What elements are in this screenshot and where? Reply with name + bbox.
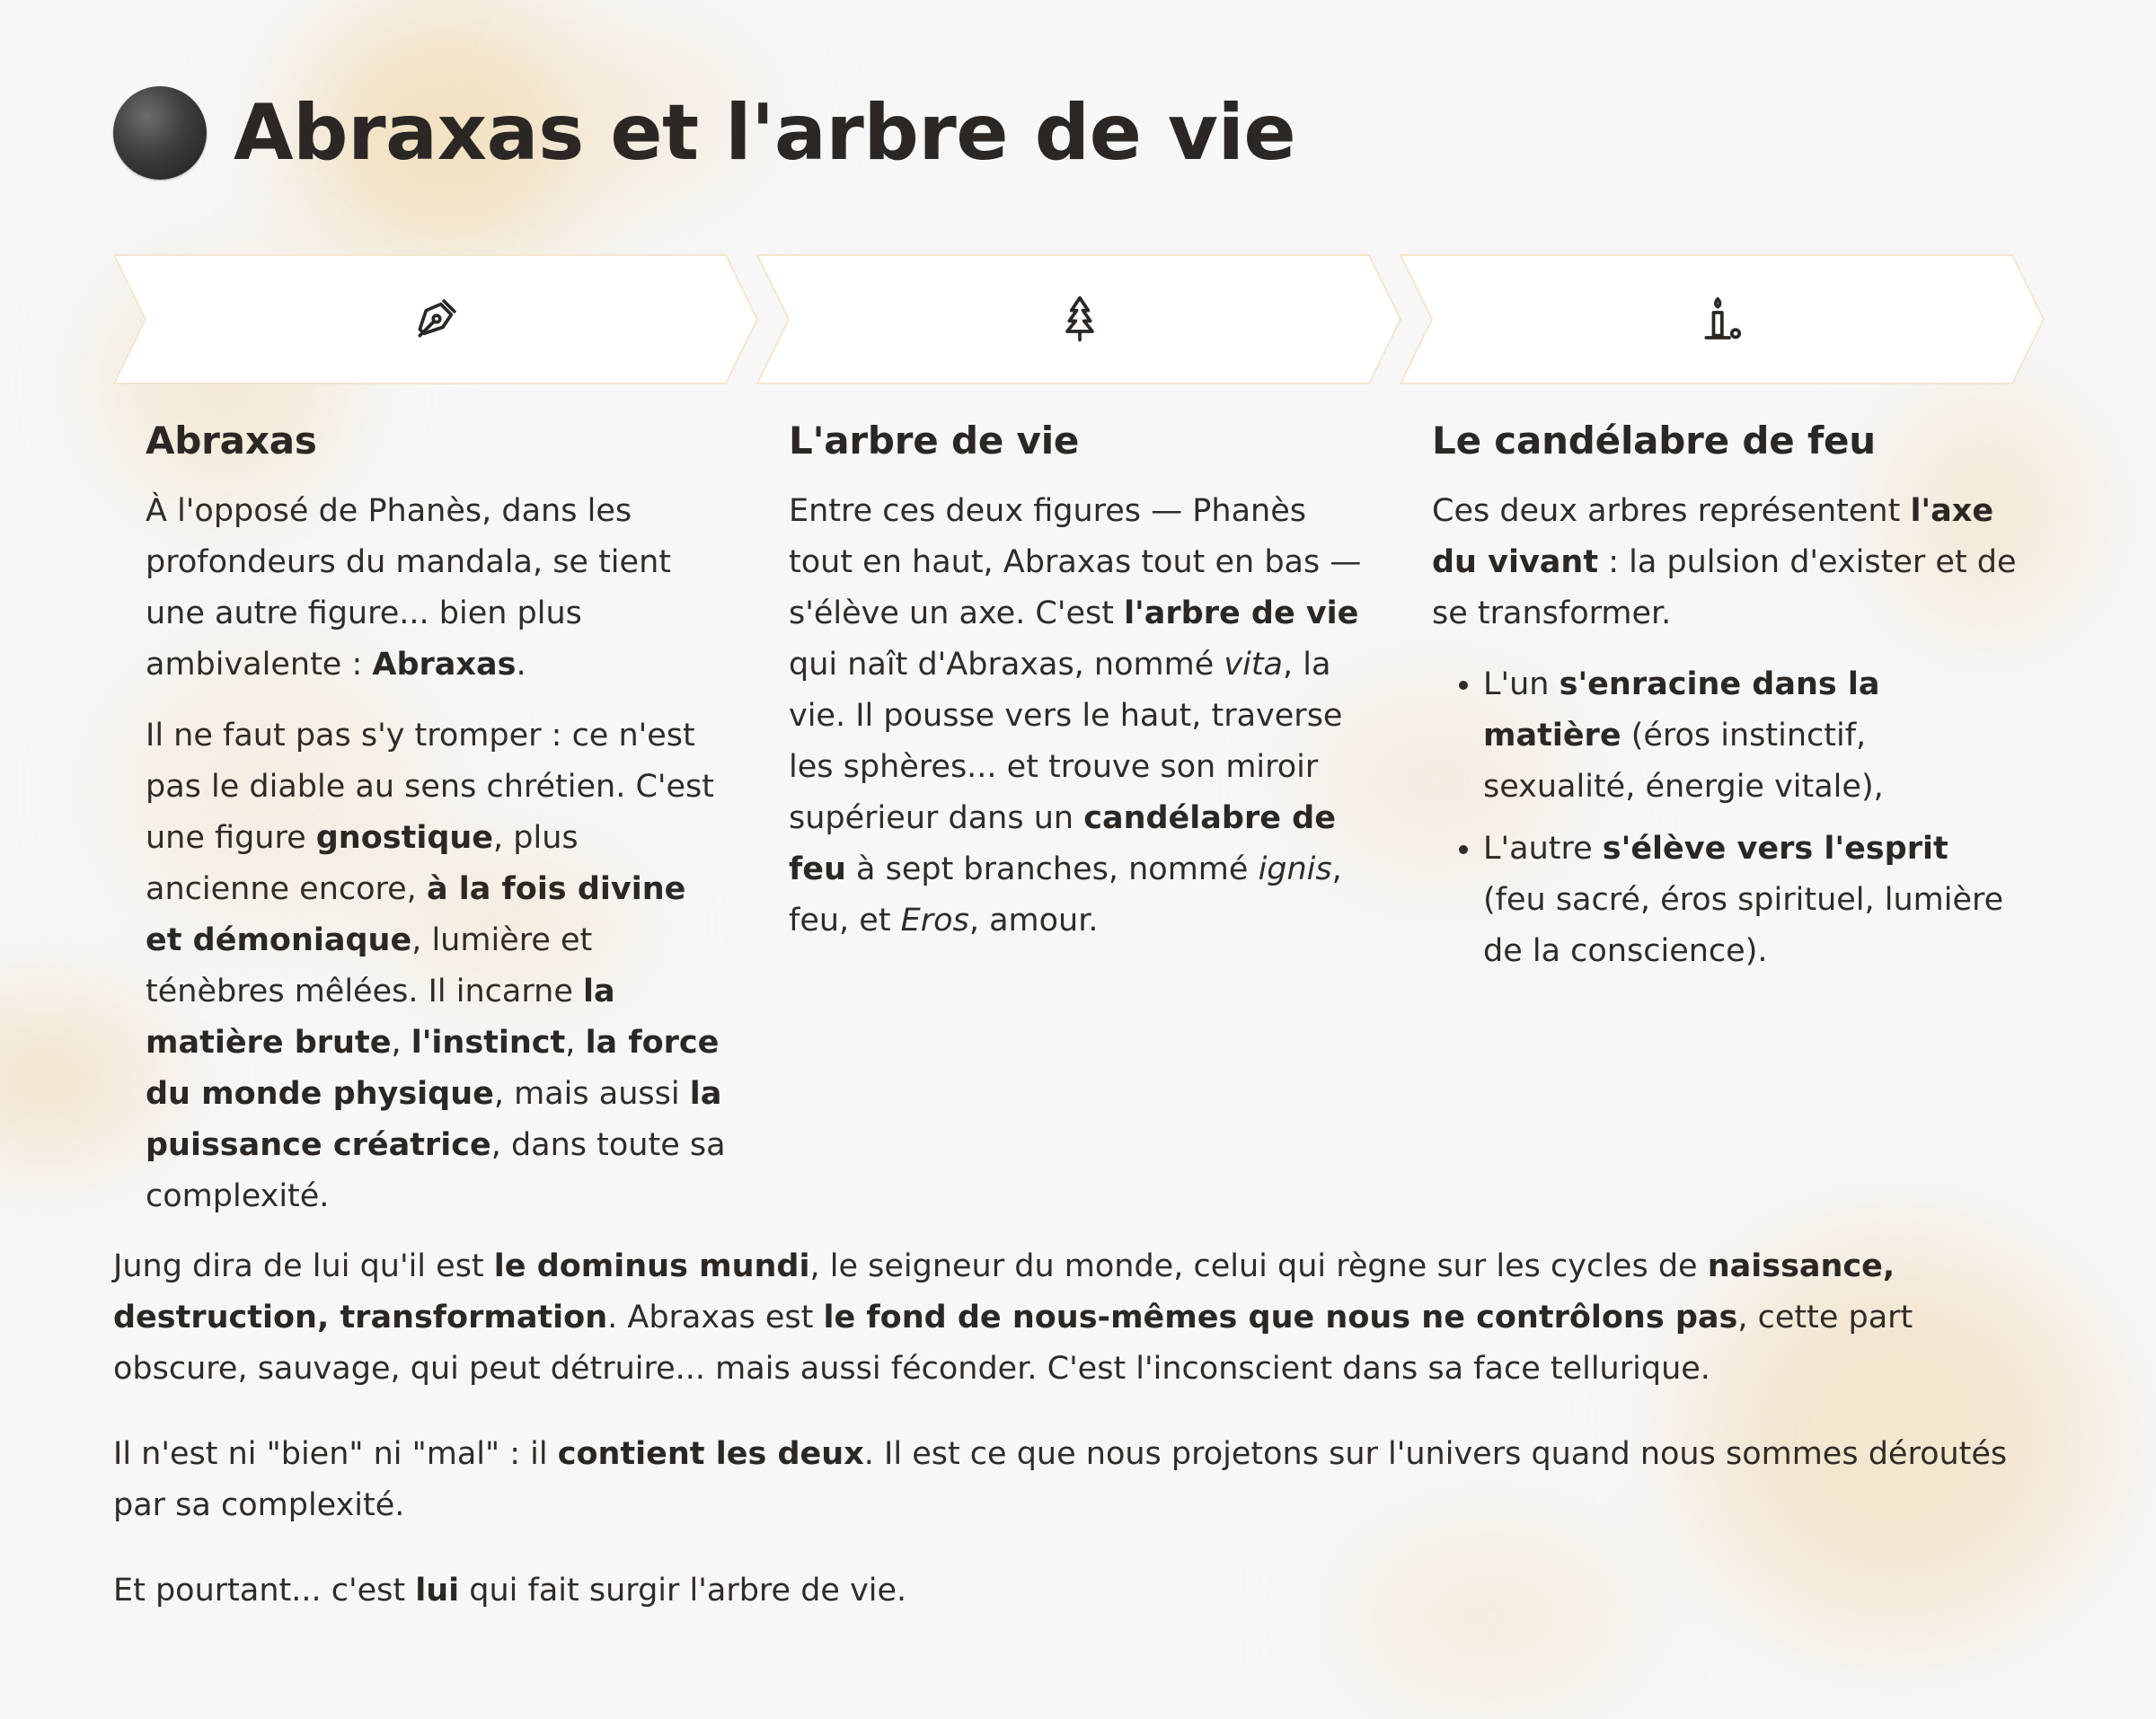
paragraph <box>1432 486 2018 639</box>
column-candelabre <box>1400 254 2050 988</box>
text-run: Jung dira de lui qu'il est <box>113 1248 494 1284</box>
paragraph <box>113 1565 2043 1617</box>
bold-text: contient les deux <box>557 1436 864 1472</box>
text-run: , feu, et <box>789 851 1342 939</box>
text-run: qui fait surgir l'arbre de vie. <box>459 1573 907 1609</box>
column-heading: Le candélabre de feu <box>1432 419 1877 463</box>
bold-text: la force du monde physique <box>146 1025 720 1112</box>
bold-text: le dominus mundi <box>493 1248 810 1284</box>
text-run: , plus ancienne encore, <box>146 820 579 907</box>
text-run: à sept branches, nommé <box>845 851 1259 887</box>
text-run: Et pourtant... c'est <box>113 1573 416 1609</box>
column-heading: Abraxas <box>146 419 317 463</box>
italic-text: Eros <box>900 903 969 939</box>
chevron-header <box>756 254 1403 384</box>
text-run: . Abraxas est <box>607 1300 824 1336</box>
bold-text: s'enracine dans la matière <box>1483 666 1880 754</box>
text-run: (éros instinctif, sexualité, énergie vitale), <box>1483 718 1884 805</box>
closing-paragraphs <box>113 1241 2043 1651</box>
text-run: : la pulsion d'exister et de se transformer. <box>1432 544 2017 631</box>
italic-text: vita <box>1224 647 1283 683</box>
bullet-item <box>1483 659 2018 813</box>
paragraph <box>146 486 731 691</box>
paragraph <box>789 486 1374 947</box>
text-run: L'autre <box>1483 831 1603 867</box>
text-run: , lumière et ténèbres mêlées. Il incarne <box>146 922 593 1009</box>
text-run: . Il est ce que nous projetons sur l'univers quand nous sommes déroutés par sa complexité. <box>113 1436 2008 1523</box>
column-paragraphs <box>1432 486 2018 639</box>
column-paragraphs <box>146 486 731 1222</box>
chevron-header <box>113 254 760 384</box>
text-run: , <box>391 1025 411 1061</box>
paragraph <box>113 1429 2043 1531</box>
bold-text: l'axe du vivant <box>1432 493 1994 580</box>
bold-text: la puissance créatrice <box>146 1076 722 1163</box>
paragraph <box>146 710 731 1222</box>
bold-text: l'arbre de vie <box>1124 595 1359 631</box>
tree-icon <box>1055 294 1105 344</box>
page-title <box>113 86 1295 180</box>
paragraph <box>113 1241 2043 1395</box>
text-run: Ces deux arbres représentent <box>1432 493 1911 529</box>
fountain-pen-icon <box>411 294 462 344</box>
bold-text: lui <box>415 1573 460 1609</box>
text-run: L'un <box>1483 666 1560 702</box>
column-paragraphs <box>789 486 1374 947</box>
text-run: . <box>516 647 526 683</box>
bold-text: le fond de nous-mêmes que nous ne contrôlons pas <box>823 1300 1738 1336</box>
text-run: , le seigneur du monde, celui qui règne sur les cycles de <box>809 1248 1708 1284</box>
bold-text: Abraxas <box>372 647 517 683</box>
text-run: Il ne faut pas s'y tromper : ce n'est pas le diable au sens chrétien. C'est une figure <box>146 718 715 856</box>
text-run: , dans toute sa complexité. <box>146 1127 726 1214</box>
text-run: Entre ces deux figures — Phanès tout en haut, Abraxas tout en bas — s'élève un axe. C'est <box>789 493 1362 631</box>
chevron-header <box>1400 254 2046 384</box>
bold-text: naissance, destruction, transformation <box>113 1248 1895 1336</box>
bold-text: s'élève vers l'esprit <box>1602 831 1948 867</box>
text-run: , mais aussi <box>493 1076 690 1112</box>
bold-text: la matière brute <box>146 974 615 1061</box>
text-run: , cette part obscure, sauvage, qui peut détruire... mais aussi féconder. C'est l'inconscient dans sa face tellurique. <box>113 1300 1913 1387</box>
candle-icon <box>1698 294 1748 344</box>
black-circle-icon <box>113 86 207 180</box>
bullet-item <box>1483 824 2018 977</box>
italic-text: ignis <box>1258 851 1332 887</box>
bold-text: l'instinct <box>411 1025 566 1061</box>
text-run: (feu sacré, éros spirituel, lumière de la conscience). <box>1483 882 2004 969</box>
bold-text: candélabre de feu <box>789 800 1336 887</box>
text-run: À l'opposé de Phanès, dans les profondeurs du mandala, se tient une autre figure... bien plus ambivalente : <box>146 493 671 683</box>
text-run: Il n'est ni "bien" ni "mal" : il <box>113 1436 558 1472</box>
text-run: , la vie. Il pousse vers le haut, traverse les sphères... et trouve son miroir supérieur dans un <box>789 647 1343 836</box>
text-run: , amour. <box>968 903 1099 939</box>
text-run: qui naît d'Abraxas, nommé <box>789 647 1224 683</box>
bold-text: à la fois divine et démoniaque <box>146 871 686 958</box>
column-arbre-de-vie <box>756 254 1407 966</box>
bold-text: gnostique <box>315 820 494 856</box>
three-column-section <box>113 254 2043 1214</box>
text-run: , <box>565 1025 586 1061</box>
column-abraxas <box>113 254 764 1242</box>
page-title-text: Abraxas et l'arbre de vie <box>234 88 1296 178</box>
column-bullets <box>1432 659 2018 977</box>
column-heading: L'arbre de vie <box>789 419 1080 463</box>
